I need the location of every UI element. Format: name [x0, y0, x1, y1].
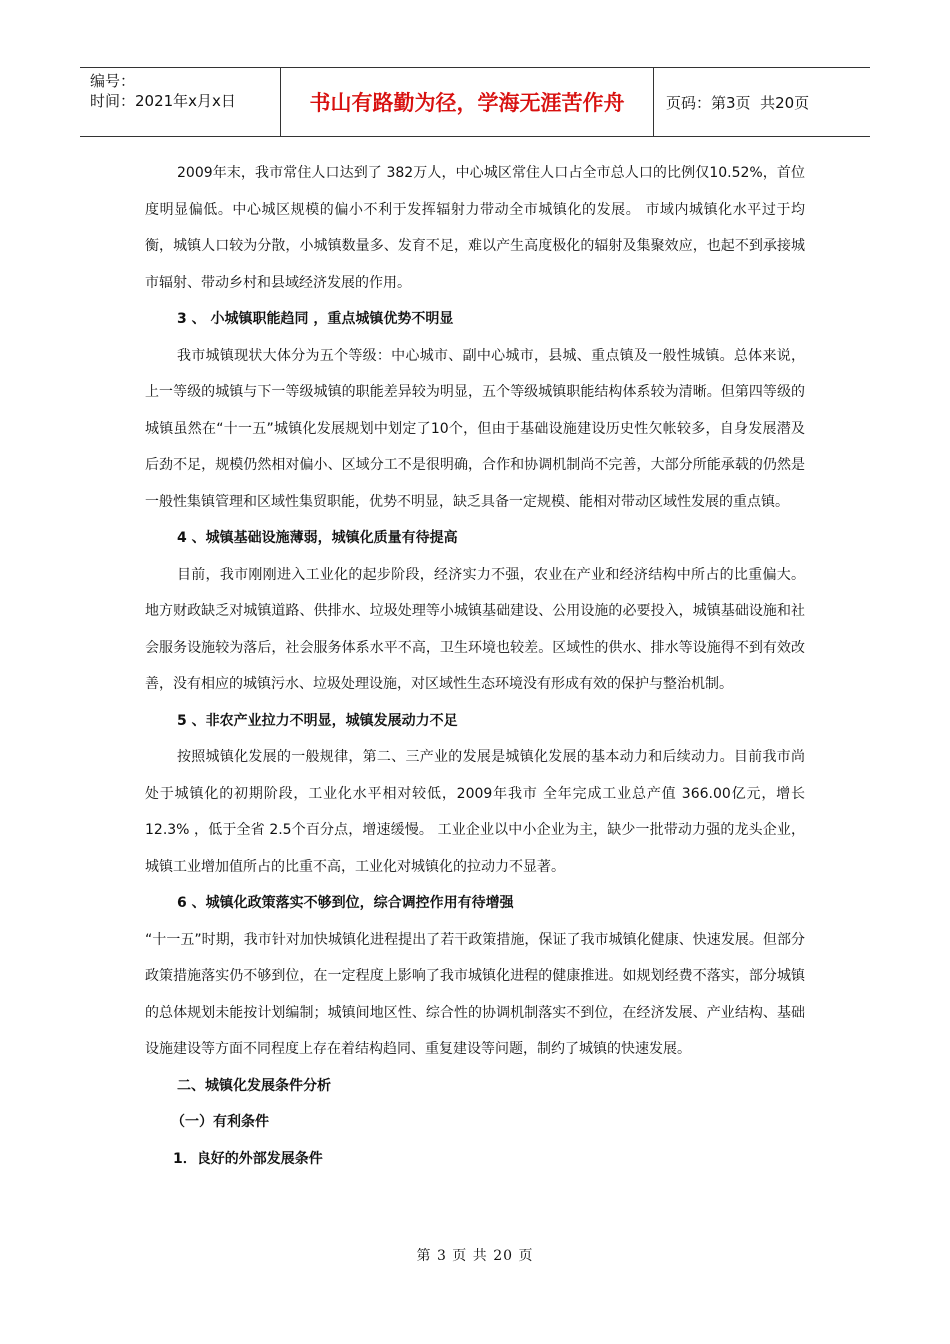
- heading-6: 6 、城镇化政策落实不够到位，综合调控作用有待增强: [177, 895, 514, 911]
- heading-external-conditions: 1．良好的外部发展条件: [173, 1150, 323, 1167]
- date-label: 时间：2021年x月x日: [90, 92, 236, 110]
- heading-3: 3 、 小城镇职能趋同 ，重点城镇优势不明显: [177, 311, 454, 327]
- heading-section-2: 二、城镇化发展条件分析: [177, 1077, 331, 1094]
- header-meta-cell: [80, 68, 281, 136]
- number-label: 编号：: [90, 72, 136, 90]
- page-label: 页码：第3页 共20页: [666, 93, 810, 112]
- paragraph-policy: “十一五”时期，我市针对加快城镇化进程提出了若干政策措施，保证了我市城镇化健康、快速发展。但部分政策措施落实仍不够到位，在一定程度上影响了我市城镇化进程的健康推进。如规划经费不落实，部分城镇的总体规划未能按计划编制；城镇间地区性、综合性的协调机制落实不到位，在经济发展、产业结构、基础设施建设等方面不同程度上存在着结构趋同、重复建设等问题，制约了城镇的快速发展。: [145, 931, 805, 1057]
- document-body: [145, 155, 805, 1177]
- heading-4: 4 、城镇基础设施薄弱，城镇化质量有待提高: [177, 530, 458, 546]
- heading-5: 5 、非农产业拉力不明显，城镇发展动力不足: [177, 712, 458, 729]
- header-page-cell: [654, 68, 870, 136]
- paragraph-industry: 按照城镇化发展的一般规律，第二、三产业的发展是城镇化发展的基本动力和后续动力。目前我市尚处于城镇化的初期阶段，工业化水平相对较低，2009年我市 全年完成工业总产值 366.00亿元，增长12.3% ，低于全省 2.5个百分点，增速缓慢。 工业企业以中小企业为主，缺少一批带动力强的龙头企业，城镇工业增加值所占的比重不高，工业化对城镇化的拉动力不显著。: [145, 749, 805, 875]
- document-header: [80, 67, 870, 137]
- paragraph-population: 2009年末，我市常住人口达到了 382万人，中心城区常住人口占全市总人口的比例仅10.52%，首位度明显偏低。中心城区规模的偏小不利于发挥辐射力带动全市城镇化的发展。 市域内城镇化水平过于均衡，城镇人口较为分散，小城镇数量多、发育不足，难以产生高度极化的辐射及集聚效应，也起不到承接城市辐射、带动乡村和县域经济发展的作用。: [145, 165, 805, 291]
- header-motto: 书山有路勤为径，学海无涯苦作舟: [281, 68, 654, 136]
- paragraph-town-levels: 我市城镇现状大体分为五个等级：中心城市、副中心城市，县城、重点镇及一般性城镇。总体来说，上一等级的城镇与下一等级城镇的职能差异较为明显，五个等级城镇职能结构体系较为清晰。但第四等级的城镇虽然在“十一五”城镇化发展规划中划定了10个，但由于基础设施建设历史性欠帐较多，自身发展潜及后劲不足，规模仍然相对偏小、区域分工不是很明确，合作和协调机制尚不完善，大部分所能承载的仍然是一般性集镇管理和区域性集贸职能，优势不明显，缺乏具备一定规模、能相对带动区域性发展的重点镇。: [145, 347, 805, 510]
- page-footer: 第 3 页 共 20 页: [416, 1248, 534, 1264]
- heading-favorable-conditions: （一）有利条件: [171, 1114, 269, 1130]
- paragraph-infrastructure: 目前，我市刚刚进入工业化的起步阶段，经济实力不强，农业在产业和经济结构中所占的比重偏大。地方财政缺乏对城镇道路、供排水、垃圾处理等小城镇基础建设、公用设施的必要投入，城镇基础设施和社会服务设施较为落后，社会服务体系水平不高，卫生环境也较差。区域性的供水、排水等设施得不到有效改善，没有相应的城镇污水、垃圾处理设施，对区域性生态环境没有形成有效的保护与整治机制。: [145, 566, 805, 692]
